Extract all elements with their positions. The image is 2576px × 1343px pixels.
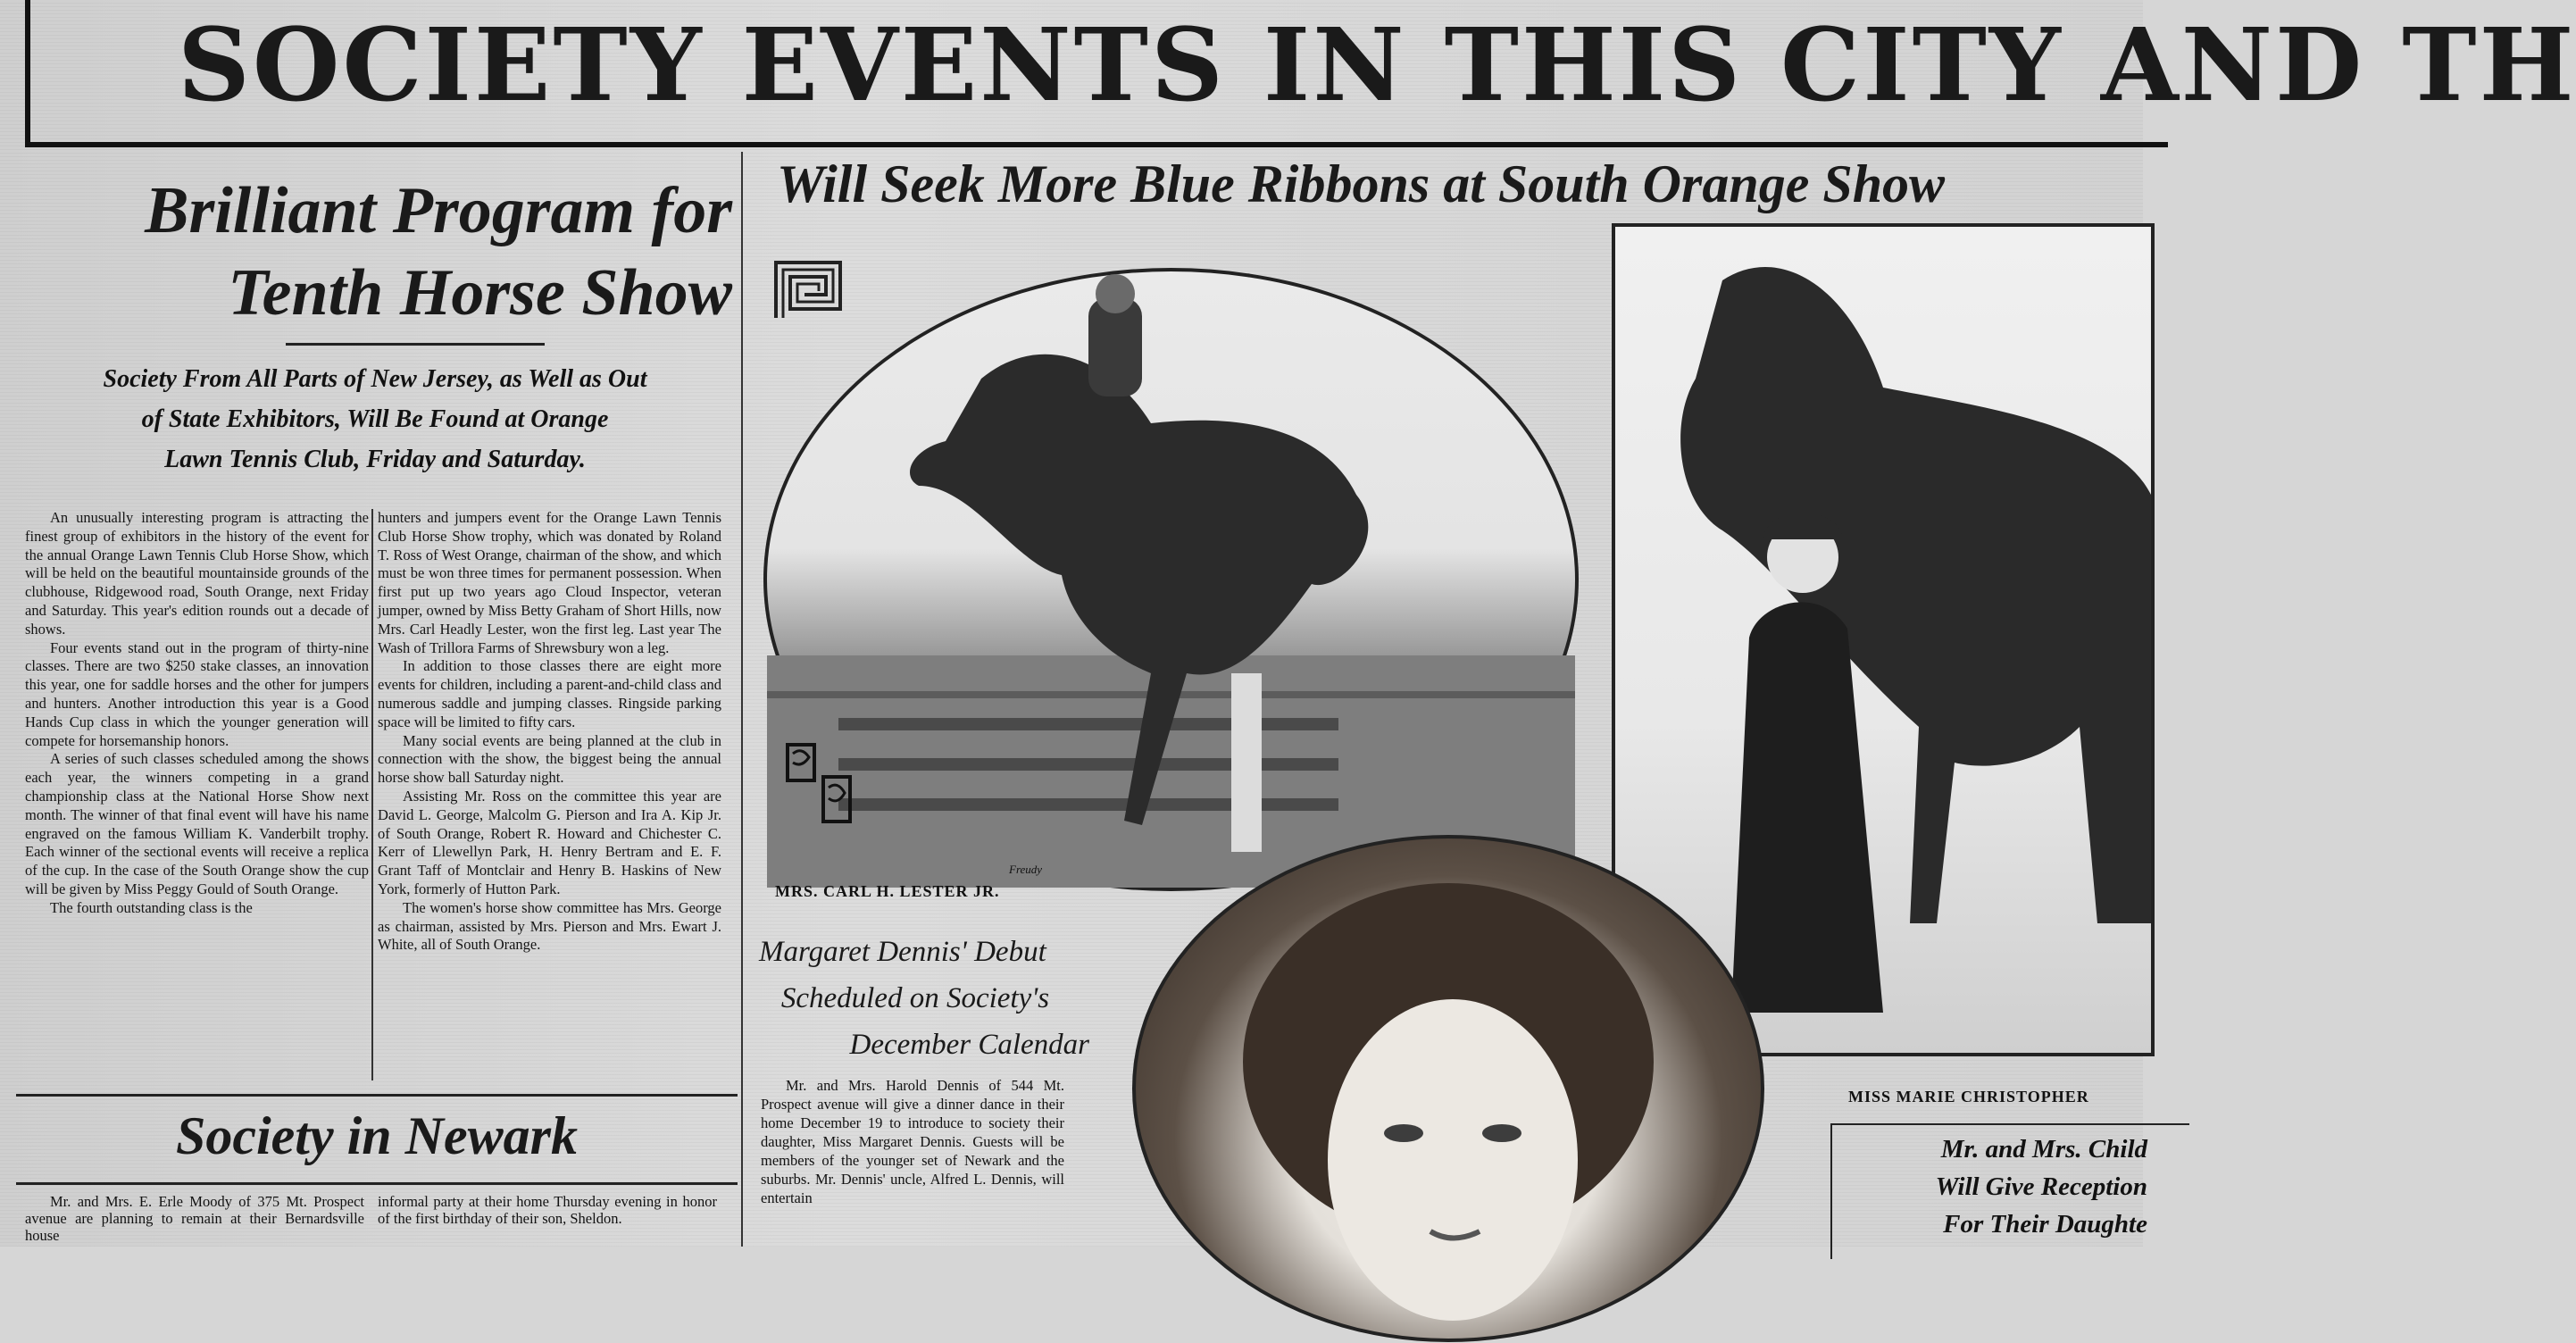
lead-subhead-line2: of State Exhibitors, Will Be Found at Orange bbox=[141, 405, 609, 433]
child-headline-line3: For Their Daughte bbox=[1943, 1210, 2147, 1239]
society-newark-title: Society in Newark bbox=[176, 1106, 578, 1165]
debut-headline-line2: Scheduled on Society's bbox=[780, 982, 1050, 1014]
lead-col1-para: Four events stand out in the program of thirty-nine classes. There are two $250 stake classes, an innovation this year, one for saddle horses and the other for jumpers and hunters. Another introduction this year is a Good Hands Cup class in which the younger generation will compete for horsemanship honors. bbox=[25, 638, 369, 749]
debut-headline bbox=[741, 929, 1089, 1068]
lead-col2-para: In addition to those classes there are eight more events for children, including a parent-and-child class and numerous saddle and jumping classes. Ringside parking space will be limited to fifty cars. bbox=[378, 657, 721, 730]
lead-headline-line2: Tenth Horse Show bbox=[228, 256, 732, 329]
lead-headline bbox=[18, 170, 732, 334]
lead-col2-para: Many social events are being planned at the club in connection with the show, the biggest being the annual horse show ball Saturday night. bbox=[378, 731, 721, 787]
debut-para: Mr. and Mrs. Harold Dennis of 544 Mt. Prospect avenue will give a dinner dance in their home December 19 to introduce to society their daughter, Miss Margaret Dennis. Guests will be members of the younger set of Newark and the suburbs. Mr. Dennis' uncle, Alfred L. Dennis, will entertain bbox=[761, 1077, 1064, 1206]
lead-column-1 bbox=[25, 509, 369, 918]
debut-headline-line3: December Calendar bbox=[849, 1029, 1089, 1061]
lead-subhead-line3: Lawn Tennis Club, Friday and Saturday. bbox=[164, 446, 586, 473]
debut-headline-line1: Margaret Dennis' Debut bbox=[759, 936, 1046, 968]
photo-credit: Freudy bbox=[1009, 863, 1043, 876]
portrait-illustration bbox=[1136, 838, 1761, 1339]
caption-right: MISS MARIE CHRISTOPHER bbox=[1848, 1088, 2089, 1105]
column-divider bbox=[371, 509, 373, 1080]
horse-jump-illustration bbox=[767, 271, 1575, 888]
newark-column-1 bbox=[25, 1193, 364, 1244]
lead-headline-line1: Brilliant Program for bbox=[145, 174, 732, 247]
newark-column-2 bbox=[378, 1193, 717, 1227]
newark-para: Mr. and Mrs. E. Erle Moody of 375 Mt. Prospect avenue are planning to remain at their Bernardsville house bbox=[25, 1193, 364, 1244]
newark-para: informal party at their home Thursday evening in honor of the first birthday of their son, Sheldon. bbox=[378, 1193, 717, 1227]
margaret-dennis-portrait bbox=[1132, 835, 1764, 1342]
lead-col1-para: An unusually interesting program is attracting the finest group of exhibitors in the history of the event for the annual Orange Lawn Tennis Club Horse Show, which will be held on the beautiful mountainside grounds of the clubhouse, Ridgewood road, South Orange, next Friday and Saturday. This year's edition rounds out a decade of shows. bbox=[25, 509, 369, 638]
masthead-box bbox=[25, 0, 2576, 147]
horse-jump-photo bbox=[763, 268, 1579, 891]
lead-col2-para: Assisting Mr. Ross on the committee this year are David L. George, Malcolm G. Pierson and Ira A. Kip Jr. of South Orange, Robert R. Howard and Chichester C. Kerr of Llewellyn Park, H. Henry Bertram and E. F. Grant Taff of Montclair and Henry B. Haskins of New York, formerly of Hutton Park. bbox=[378, 787, 721, 897]
society-newark-header bbox=[16, 1094, 738, 1185]
lead-col2-para: hunters and jumpers event for the Orange Lawn Tennis Club Horse Show trophy, which was donated by Roland T. Ross of West Orange, chairman of the show, and which must be won three times for permanent possession. When first put up two years ago Cloud Inspector, veteran jumper, owned by Miss Betty Graham of Short Hills, now Mrs. Carl Headly Lester, won the first leg. Last year The Wash of Trillora Farms of Shrewsbury won a leg. bbox=[378, 509, 721, 656]
child-headline-line1: Mr. and Mrs. Child bbox=[1940, 1135, 2147, 1164]
headline-divider bbox=[286, 343, 545, 346]
section-divider bbox=[741, 152, 743, 1247]
caption-left: MRS. CARL H. LESTER JR. bbox=[775, 882, 1000, 900]
lead-col1-para: A series of such classes scheduled among the shows each year, the winners competing in a grand championship class at the National Horse Show next month. The winner of that final event will have his name engraved on the famous William K. Vanderbilt trophy. Each winner of the sectional events will receive a replica of the cup. In the case of the South Orange show the cup will be given by Miss Peggy Gould of South Orange. bbox=[25, 750, 369, 897]
lead-story bbox=[0, 152, 741, 1247]
scroll-ornament bbox=[784, 741, 855, 826]
lead-column-2 bbox=[378, 509, 721, 955]
photo-feature-headline: Will Seek More Blue Ribbons at South Orange Show bbox=[777, 154, 1946, 213]
lead-col2-para: The women's horse show committee has Mrs. George as chairman, assisted by Mrs. Pierson and Mrs. Ewart J. White, all of South Orange. bbox=[378, 898, 721, 954]
child-headline-line2: Will Give Reception bbox=[1935, 1172, 2147, 1201]
lead-subhead-line1: Society From All Parts of New Jersey, as Well as Out bbox=[103, 365, 647, 393]
lead-subhead bbox=[18, 359, 732, 480]
lead-col1-para: The fourth outstanding class is the bbox=[50, 898, 253, 916]
masthead-title: SOCIETY EVENTS IN THIS CITY AND TH bbox=[178, 7, 2576, 124]
child-headline bbox=[1844, 1130, 2147, 1243]
debut-body bbox=[761, 1076, 1064, 1207]
